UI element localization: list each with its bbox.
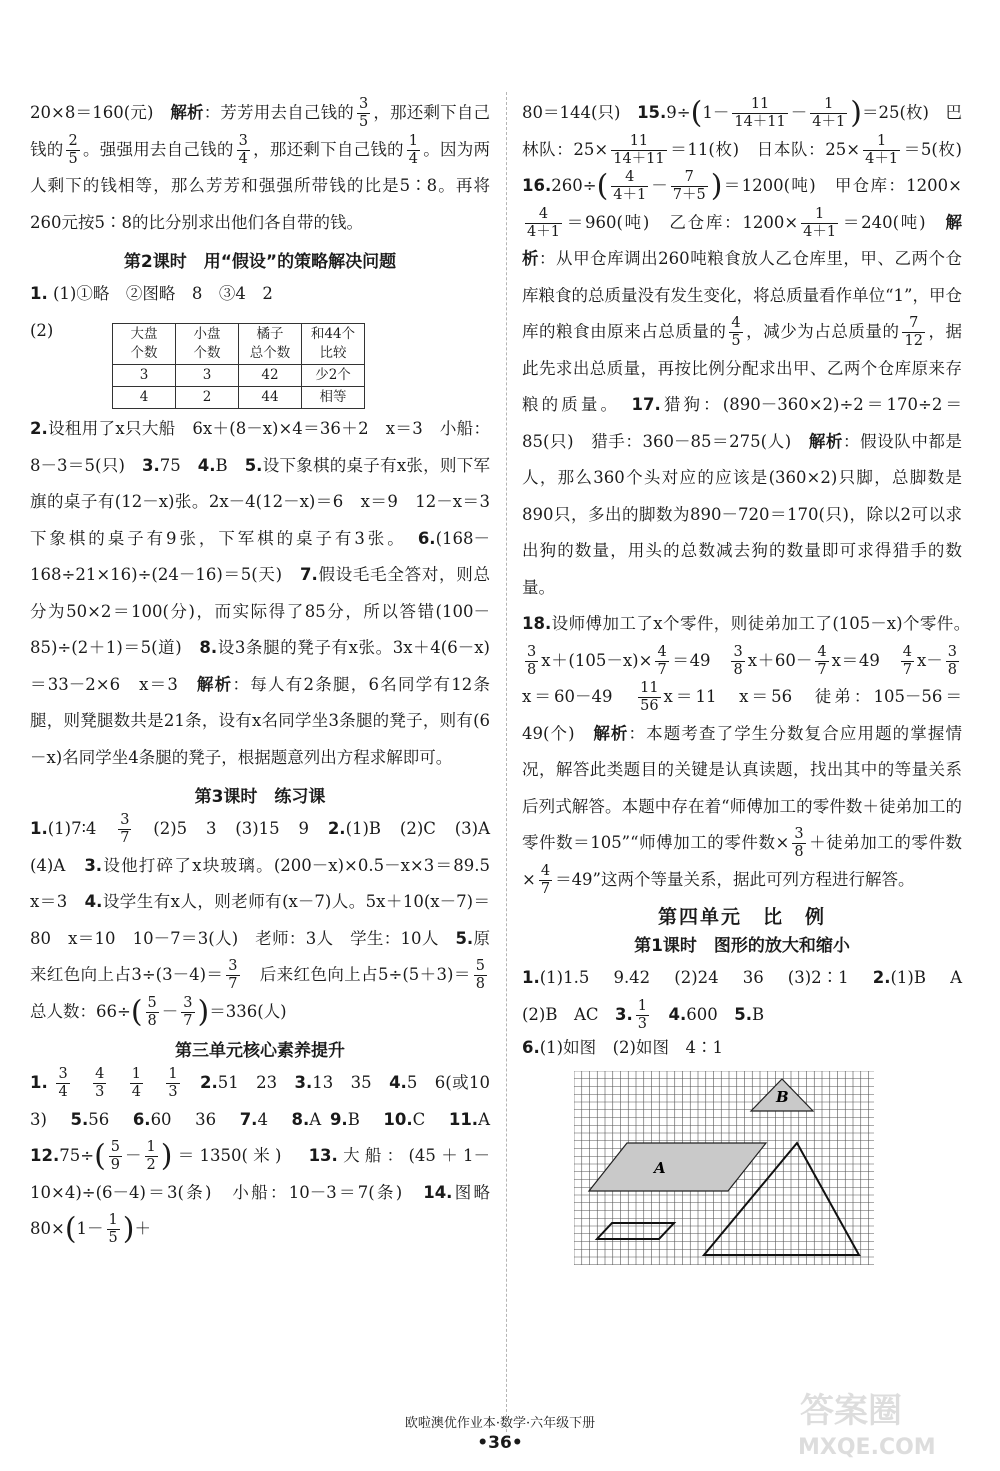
lesson2-title: 第2课时 用“假设”的策略解决问题 bbox=[123, 252, 397, 272]
fraction: $\frac{3}{8}$ bbox=[794, 826, 804, 860]
fraction: $\frac{4}{7}$ bbox=[657, 643, 667, 678]
fraction: $\frac{4}{4+1}$ bbox=[527, 205, 560, 240]
fraction: $\frac{3}{7}$ bbox=[228, 958, 238, 992]
scaling-figure bbox=[574, 1071, 962, 1269]
fraction: $\frac{1}{3}$ bbox=[637, 997, 648, 1032]
fraction: $\frac{1}{4+1}$ bbox=[865, 132, 899, 167]
table-cell: 42 bbox=[239, 365, 302, 387]
table-header-row bbox=[113, 324, 365, 365]
fraction: $\frac{7}{12}$ bbox=[904, 315, 923, 349]
fraction: $\frac{5}{8}$ bbox=[147, 994, 157, 1029]
right-column bbox=[522, 95, 979, 1269]
watermark-url: MXQE.COM bbox=[798, 1435, 936, 1460]
plates-table bbox=[112, 323, 365, 409]
fraction: $\frac{1}{5}$ bbox=[108, 1212, 118, 1246]
right-body-1: 80＝144(只) 15.9÷(1－ $\frac{11}{14+11}$ － $\frac{1}{4+1}$ )＝25(枚) 巴林队：25× $\frac{11}{14+11}$ ＝11(枚) 日本队：25× $\frac{1}{4+1}$ ＝5(枚) 16.260÷( $\frac{4}{4+1}$ － $\frac{7}{7+5}$ )＝1200(吨) 甲仓库：1200× $\frac{4}{4+1}$ ＝960(吨) 乙仓库：1200× $\frac{1}{4+1}$ ＝240(吨) 解析：从甲仓库调出260吨粮食放人乙仓库里，甲、乙两个仓库粮食的总质量没有发生变化，将总质量看作单位“1”，甲仓库的粮食由原来占总质量的 $\frac{4}{5}$ ，减少为占总质量的 $\frac{7}{12}$ ，据此先求出总质量，再按比例分配求出甲、乙两个仓库原来存粮的质量。 17.猎狗：(890－360×2)÷2＝170÷2＝85(只) 猎手：360－85＝275(人) 解析：假设队中都是人，那么360个头对应的应该是(360×2)只脚，总脚数是890只，多出的脚数为890－720＝170(只)，除以2可以求出狗的数量，用头的总数减去狗的数量即可求得猎手的数量。 bbox=[522, 95, 979, 597]
unit3-title: 第三单元核心素养提升 bbox=[175, 1041, 345, 1061]
table-cell: 3 bbox=[113, 365, 176, 387]
fraction: $\frac{5}{8}$ bbox=[475, 958, 485, 992]
fraction: $\frac{3}{5}$ bbox=[358, 96, 369, 130]
watermark-title: 答案圈 bbox=[800, 1391, 902, 1431]
label-a: A bbox=[654, 1159, 666, 1177]
table-cell: 相等 bbox=[302, 387, 365, 409]
left-column bbox=[30, 95, 507, 1248]
fraction: $\frac{7}{7+5}$ bbox=[672, 169, 706, 203]
fraction: $\frac{5}{9}$ bbox=[110, 1139, 121, 1173]
fraction: $\frac{11}{14+11}$ bbox=[734, 96, 786, 130]
fraction: $\frac{1}{4+1}$ bbox=[812, 96, 846, 130]
fraction: $\frac{3}{7}$ bbox=[183, 994, 193, 1029]
table-cell: 2 bbox=[176, 387, 239, 409]
fraction: $\frac{4}{3}$ bbox=[95, 1066, 105, 1100]
lesson2-q1-part2: (2) bbox=[30, 320, 54, 340]
page-footer: 欧啦澳优作业本·数学·六年级下册 bbox=[404, 1416, 596, 1431]
fraction: $\frac{4}{5}$ bbox=[731, 315, 741, 349]
fraction: $\frac{4}{4+1}$ bbox=[613, 169, 647, 203]
table-cell: 少2个 bbox=[302, 365, 365, 387]
intro-paragraph: 20×8＝160(元) 解析：芳芳用去自己钱的 $\frac{3}{5}$ ，那还剩下自己钱的 $\frac{2}{5}$ 。强强用去自己钱的 $\frac{3}{4}$ ，那还剩下自己钱的 $\frac{1}{4}$ 。因为两人剩下的钱相等，那么芳芳和强强所带钱的比是5∶8。再将260元按5∶8的比分别求出他们各自带的钱。 bbox=[30, 96, 491, 232]
lesson3-body: 1.(1)7∶4 $\frac{3}{7}$ (2)5 3 (3)15 9 2.(1)B (2)C (3)A (4)A 3.设他打碎了x块玻璃。(200－x)×0.5－x×3＝89.5 x＝3 4.设学生有x人，则老师有(x－7)人。5x＋10(x－7)＝80 x＝10 10－7＝3(人) 老师：3人 学生：10人 5.原来红色向上占3÷(3－4)＝ $\frac{3}{7}$ 后来红色向上占5÷(5＋3)＝ $\frac{5}{8}$ 总人数：66÷( $\frac{5}{8}$ － $\frac{3}{7}$ )＝336(人) bbox=[30, 812, 507, 1029]
label-b: B bbox=[776, 1088, 789, 1106]
table-header: 橘子 总个数 bbox=[239, 324, 302, 365]
unit3-body: 1. $\frac{3}{4}$ $\frac{4}{3}$ $\frac{1}{4}$ $\frac{1}{3}$ 2.51 23 3.13 35 4.5 6(或10 3) 5.56 6.60 36 7.4 8.A 9.B 10.C 11.A 12.75÷( $\frac{5}{9}$ － $\frac{1}{2}$ )＝1350(米) 13.大船：(45＋1－10×4)÷(6－4)＝3(条) 小船：10－3＝7(条) 14.图略 80×(1－ $\frac{1}{5}$ )＋ bbox=[30, 1066, 507, 1247]
page-number: •36• bbox=[477, 1433, 523, 1453]
table-header: 大盘 个数 bbox=[113, 324, 176, 365]
fraction: $\frac{3}{8}$ bbox=[733, 643, 743, 678]
unit4-q6: 6.(1)如图 (2)如图 4∶1 bbox=[522, 1038, 723, 1057]
table-header: 和44个 比较 bbox=[302, 324, 365, 365]
fraction: $\frac{11}{56}$ bbox=[640, 680, 659, 714]
small-parallelogram bbox=[597, 1223, 674, 1239]
unit4-title: 第四单元 比 例 bbox=[657, 906, 826, 928]
unit4-body: 1.(1)1.5 9.42 (2)24 36 (3)2∶1 2.(1)B A (2)B AC 3. $\frac{1}{3}$ 4.600 5.B bbox=[522, 968, 979, 1032]
unit4-lesson1-title: 第1课时 图形的放大和缩小 bbox=[634, 936, 850, 956]
table-cell: 3 bbox=[176, 365, 239, 387]
table-cell: 44 bbox=[239, 387, 302, 409]
fraction: $\frac{3}{8}$ bbox=[527, 643, 537, 678]
fraction: $\frac{3}{4}$ bbox=[238, 132, 248, 167]
fraction: $\frac{4}{7}$ bbox=[540, 862, 551, 897]
table-row bbox=[113, 387, 365, 409]
fraction: $\frac{1}{4}$ bbox=[131, 1066, 141, 1100]
lesson2-q1: 1. (1)①略 ②图略 8 ③4 2 bbox=[30, 284, 273, 303]
right-q18: 18.设师傅加工了x个零件，则徒弟加工了(105－x)个零件。 $\frac{3}{8}$ x＋(105－x)× $\frac{4}{7}$ ＝49 $\frac{3}{8}$ x＋60－ $\frac{4}{7}$ x＝49 $\frac{4}{7}$ x－ $\frac{3}{8}$ x＝60－49 $\frac{11}{56}$ x＝11 x＝56 徒弟：105－56＝49(个) 解析：本题考查了学生分数复合应用题的掌握情况，解答此类题目的关键是认真读题，找出其中的等量关系后列式解答。本题中存在着“师傅加工的零件数＋徒弟加工的零件数＝105”“师傅加工的零件数× $\frac{3}{8}$ ＋徒弟加工的零件数× $\frac{4}{7}$ ＝49”这两个等量关系，据此可列方程进行解答。 bbox=[522, 614, 979, 897]
fraction: $\frac{2}{5}$ bbox=[68, 132, 78, 167]
column-divider bbox=[506, 92, 508, 1432]
shape-a-parallelogram bbox=[589, 1143, 766, 1191]
fraction: $\frac{4}{7}$ bbox=[817, 643, 827, 678]
lesson2-body: 2.设租用了x只大船 6x＋(8－x)×4＝36＋2 x＝3 小船：8－3＝5(只) 3.75 4.B 5.设下象棋的桌子有x张，则下军旗的桌子有(12－x)张。2x－4(12－x)＝6 x＝9 12－x＝3 下象棋的桌子有9张，下军棋的桌子有3张。 6.(168－168÷21×16)÷(24－16)＝5(天) 7.假设毛毛全答对，则总分为50×2＝100(分)，而实际得了85分，所以答错(100－85)÷(2＋1)＝5(道) 8.设3条腿的凳子有x张。3x＋4(6－x)＝33－2×6 x＝3 解析：每人有2条腿，6名同学有12条腿，则凳腿数共是21条，设有x名同学坐3条腿的凳子，则有(6－x)名同学坐4条腿的凳子，根据题意列出方程求解即可。 bbox=[30, 419, 507, 767]
fraction: $\frac{1}{2}$ bbox=[146, 1139, 156, 1173]
fraction: $\frac{1}{3}$ bbox=[168, 1066, 178, 1100]
fraction: $\frac{1}{4+1}$ bbox=[803, 205, 837, 240]
table-cell: 4 bbox=[113, 387, 176, 409]
fraction: $\frac{3}{8}$ bbox=[947, 643, 957, 678]
table-header: 小盘 个数 bbox=[176, 324, 239, 365]
grid-figure bbox=[574, 1071, 874, 1265]
fraction: $\frac{3}{7}$ bbox=[120, 812, 130, 846]
fraction: $\frac{11}{14+11}$ bbox=[613, 132, 665, 167]
fraction: $\frac{1}{4}$ bbox=[408, 132, 419, 167]
lesson3-title: 第3课时 练习课 bbox=[194, 787, 326, 807]
table-row bbox=[113, 365, 365, 387]
fraction: $\frac{4}{7}$ bbox=[902, 643, 912, 678]
watermark-logo bbox=[790, 1382, 980, 1462]
fraction: $\frac{3}{4}$ bbox=[58, 1066, 68, 1100]
